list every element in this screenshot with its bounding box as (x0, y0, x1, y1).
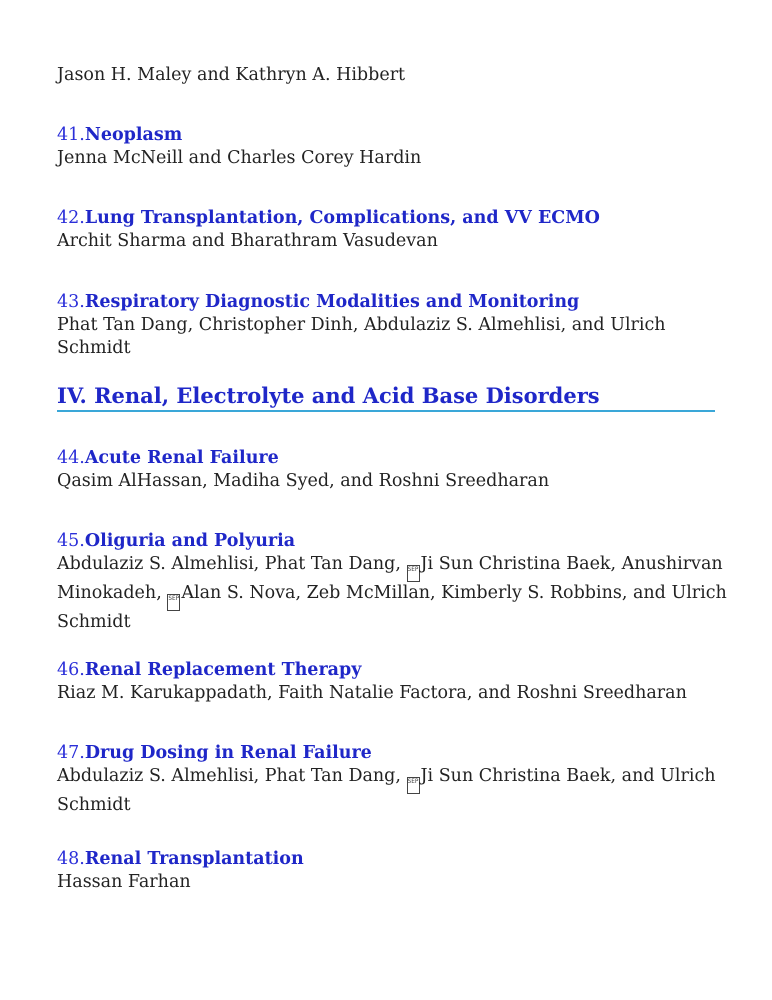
chapter-authors (57, 553, 733, 634)
authors-part: Ji Sun Christina Baek, and Ulrich Schmidt (57, 766, 722, 815)
chapter-authors: Archit Sharma and Bharathram Vasudevan (57, 231, 438, 251)
chapter-48 (57, 848, 727, 894)
chapter-title[interactable]: Lung Transplantation, Complications, and VV ECMO (84, 208, 600, 228)
chapter-48-heading[interactable] (57, 848, 727, 871)
chapter-40-authors: Jason H. Maley and Kathryn A. Hibbert (57, 65, 406, 85)
chapter-authors: Jenna McNeill and Charles Corey Hardin (57, 148, 422, 168)
sep-glyph-icon: SEP (407, 565, 420, 582)
chapter-41 (57, 124, 727, 170)
chapter-47 (57, 742, 727, 817)
chapter-title[interactable]: Oliguria and Polyuria (84, 531, 296, 551)
chapter-43 (57, 291, 727, 360)
chapter-authors (57, 765, 727, 817)
authors-part: Alan S. Nova, Zeb McMillan, Kimberly S. Robbins, and Ulrich Schmidt (57, 583, 733, 632)
chapter-number: 43. (57, 292, 85, 312)
authors-part: Ji Sun Christina Baek, Anushirvan Minokadeh, (57, 554, 729, 603)
chapter-authors: Qasim AlHassan, Madiha Syed, and Roshni Sreedharan (57, 471, 550, 491)
chapter-authors: Hassan Farhan (57, 872, 191, 892)
sep-glyph-icon: SEP (167, 594, 180, 611)
chapter-authors: Riaz M. Karukappadath, Faith Natalie Factora, and Roshni Sreedharan (57, 683, 687, 703)
chapter-number: 45. (57, 531, 85, 551)
chapter-42 (57, 207, 727, 253)
authors-part: Abdulaziz S. Almehlisi, Phat Tan Dang, (57, 554, 407, 574)
chapter-number: 44. (57, 448, 85, 468)
chapter-46 (57, 659, 727, 705)
chapter-44-heading[interactable] (57, 447, 727, 470)
chapter-47-heading[interactable] (57, 742, 727, 765)
chapter-title[interactable]: Respiratory Diagnostic Modalities and Monitoring (84, 292, 580, 312)
chapter-45-heading[interactable] (57, 530, 727, 553)
chapter-44 (57, 447, 727, 493)
chapter-authors: Phat Tan Dang, Christopher Dinh, Abdulaziz S. Almehlisi, and Ulrich Schmidt (57, 315, 672, 358)
chapter-42-heading[interactable] (57, 207, 727, 230)
chapter-46-heading[interactable] (57, 659, 727, 682)
chapter-number: 41. (57, 125, 85, 145)
chapter-number: 48. (57, 849, 85, 869)
authors-part: Abdulaziz S. Almehlisi, Phat Tan Dang, (57, 766, 407, 786)
chapter-45 (57, 530, 733, 634)
chapter-title[interactable]: Drug Dosing in Renal Failure (84, 743, 372, 763)
chapter-number: 42. (57, 208, 85, 228)
chapter-number: 46. (57, 660, 85, 680)
chapter-number: 47. (57, 743, 85, 763)
chapter-41-heading[interactable] (57, 124, 727, 147)
chapter-title[interactable]: Renal Replacement Therapy (84, 660, 362, 680)
section-heading[interactable]: IV. Renal, Electrolyte and Acid Base Disorders (57, 382, 715, 412)
sep-glyph-icon: SEP (407, 777, 420, 794)
chapter-43-heading[interactable] (57, 291, 727, 314)
chapter-title[interactable]: Neoplasm (84, 125, 183, 145)
chapter-title[interactable]: Renal Transplantation (84, 849, 304, 869)
chapter-title[interactable]: Acute Renal Failure (84, 448, 279, 468)
